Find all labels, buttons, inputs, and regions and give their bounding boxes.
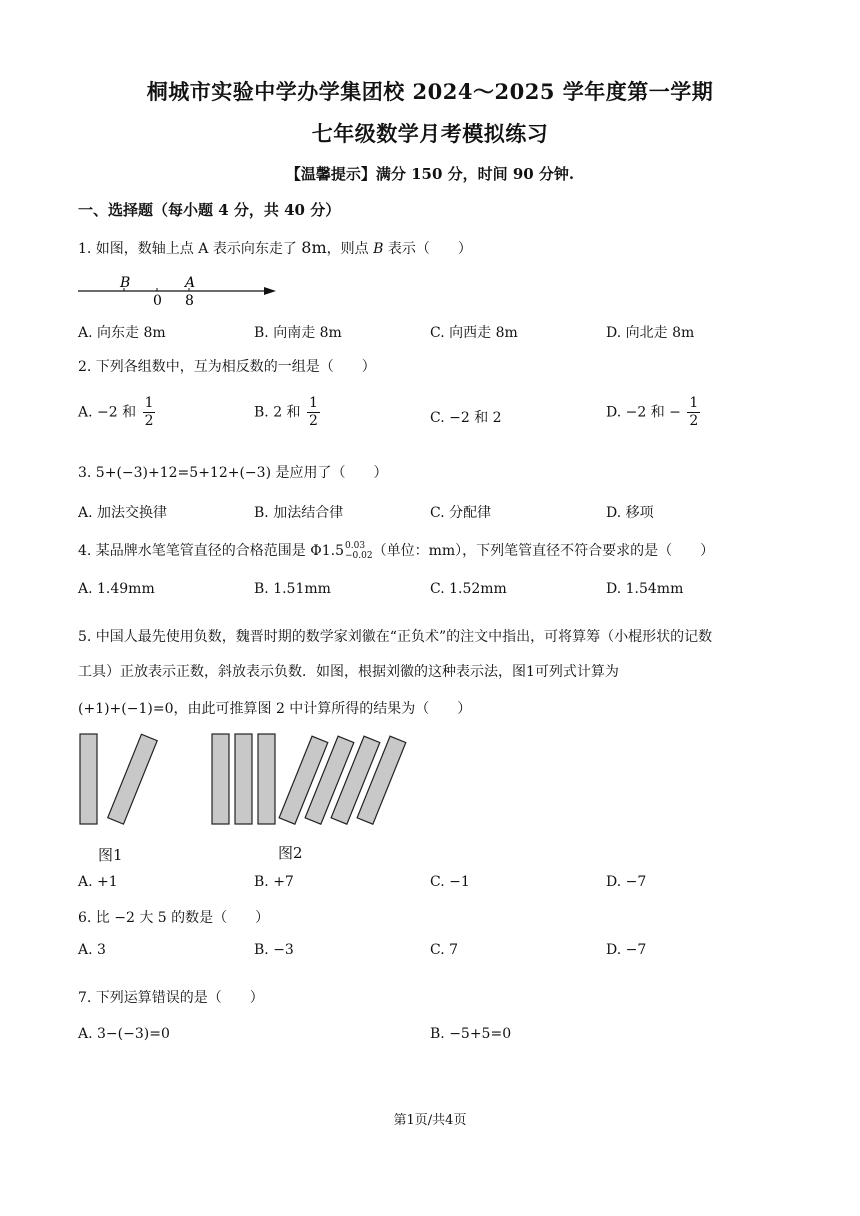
- q4-text-b: （单位：mm），下列笔管直径不符合要求的是（ ）: [372, 543, 715, 559]
- q2-b-den: 2: [309, 413, 318, 429]
- q4-tolerance-upper: 0.03: [345, 541, 366, 551]
- q5-option-d[interactable]: D. −7: [606, 874, 647, 890]
- question-5-line-2: 工具）正放表示正数，斜放表示负数．如图，根据刘徽的这种表示法，图1可列式计算为: [78, 664, 619, 680]
- q3-option-b[interactable]: B. 加法结合律: [254, 505, 344, 521]
- fig2-upright-rod-3: [258, 734, 275, 824]
- q7-option-a[interactable]: A. 3−(−3)=0: [78, 1026, 170, 1042]
- q4-option-b[interactable]: B. 1.51mm: [254, 581, 331, 597]
- number-line-arrow: [264, 287, 276, 295]
- q6-option-c[interactable]: C. 7: [430, 942, 459, 958]
- q4-option-c[interactable]: C. 1.52mm: [430, 581, 507, 597]
- q2-option-c[interactable]: C. −2 和 2: [430, 410, 502, 426]
- q1-text-a: 1. 如图，数轴上点 A 表示向东走了: [78, 241, 302, 257]
- q2-a-den: 2: [144, 413, 154, 429]
- q2-a-fraction: [143, 395, 156, 430]
- fig1-slanted-rod: [108, 734, 157, 824]
- q4-option-d[interactable]: D. 1.54mm: [606, 581, 684, 597]
- q2-option-b[interactable]: [254, 395, 322, 430]
- fig2-upright-rod-2: [235, 734, 252, 824]
- q1-option-c[interactable]: C. 向西走 8m: [430, 325, 518, 341]
- question-6: 6. 比 −2 大 5 的数是（ ）: [78, 910, 270, 926]
- q2-option-a[interactable]: [78, 395, 157, 430]
- tip-text: 【温馨提示】满分 150 分，时间 90 分钟.: [285, 165, 575, 183]
- q6-option-b[interactable]: B. −3: [254, 942, 294, 958]
- label-a: A: [185, 275, 196, 291]
- page-title: 桐城市实验中学办学集团校 2024～2025 学年度第一学期: [146, 79, 714, 104]
- label-8: 8: [185, 293, 194, 309]
- fig1-label: 图1: [98, 846, 123, 864]
- q2-b-num: 1: [309, 395, 318, 411]
- q4-text-a: 4. 某品牌水笔笔管直径的合格范围是 Φ1.5: [78, 543, 344, 559]
- q2-a-num: 1: [144, 395, 154, 411]
- q2-d-fraction: [687, 395, 700, 430]
- q2-b-fraction: [307, 395, 320, 430]
- page-subtitle: 七年级数学月考模拟练习: [311, 121, 549, 146]
- question-5-line-1: 5. 中国人最先使用负数，魏晋时期的数学家刘徽在“正负术”的注文中指出，可将算筹（小棍形状的记数: [78, 629, 713, 645]
- q2-a-pre: A. −2 和: [78, 404, 137, 421]
- q2-b-pre: B. 2 和: [254, 404, 301, 421]
- question-3: 3. 5+(−3)+12=5+12+(−3) 是应用了（ ）: [78, 465, 388, 481]
- q5-option-a[interactable]: A. +1: [78, 874, 118, 890]
- q2-d-pre: D. −2 和 −: [606, 404, 681, 421]
- q2-d-num: 1: [689, 395, 699, 411]
- q3-option-c[interactable]: C. 分配律: [430, 505, 492, 521]
- label-b: B: [120, 275, 131, 291]
- q4-tolerance-lower: −0.02: [345, 551, 373, 561]
- q1-text-b: 8m: [301, 238, 327, 257]
- q2-option-d[interactable]: [606, 395, 702, 430]
- q1-option-d[interactable]: D. 向北走 8m: [606, 325, 695, 341]
- q6-option-a[interactable]: A. 3: [78, 942, 106, 958]
- fig2-upright-rod-1: [212, 734, 229, 824]
- q4-option-a[interactable]: A. 1.49mm: [78, 581, 155, 597]
- q1-option-a[interactable]: A. 向东走 8m: [78, 325, 166, 341]
- q1-text-c: ，则点: [326, 241, 374, 257]
- q1-text-e: 表示（ ）: [383, 241, 472, 257]
- q1-option-b[interactable]: B. 向南走 8m: [254, 325, 342, 341]
- q3-option-d[interactable]: D. 移项: [606, 505, 654, 521]
- q3-option-a[interactable]: A. 加法交换律: [78, 505, 168, 521]
- q1-text-d: B: [373, 241, 384, 257]
- fig1-upright-rod: [80, 734, 97, 824]
- question-1: [78, 238, 472, 258]
- fig2-label: 图2: [278, 844, 303, 862]
- q2-d-den: 2: [689, 413, 699, 429]
- label-0: 0: [153, 293, 162, 309]
- q5-option-c[interactable]: C. −1: [430, 874, 470, 890]
- question-4: [78, 540, 714, 561]
- question-7: 7. 下列运算错误的是（ ）: [78, 990, 264, 1006]
- question-5-line-3: (+1)+(−1)=0，由此可推算图 2 中计算所得的结果为（ ）: [78, 701, 472, 717]
- counting-rods-figure: [74, 730, 414, 830]
- page-number: 第1页/共4页: [393, 1113, 467, 1128]
- q4-tolerance: [345, 541, 373, 561]
- q5-option-b[interactable]: B. +7: [254, 874, 294, 890]
- q6-option-d[interactable]: D. −7: [606, 942, 647, 958]
- question-2: 2. 下列各组数中，互为相反数的一组是（ ）: [78, 359, 376, 375]
- q7-option-b[interactable]: B. −5+5=0: [430, 1026, 512, 1042]
- section-heading: 一、选择题（每小题 4 分，共 40 分）: [78, 201, 341, 219]
- number-line-figure: [74, 268, 284, 310]
